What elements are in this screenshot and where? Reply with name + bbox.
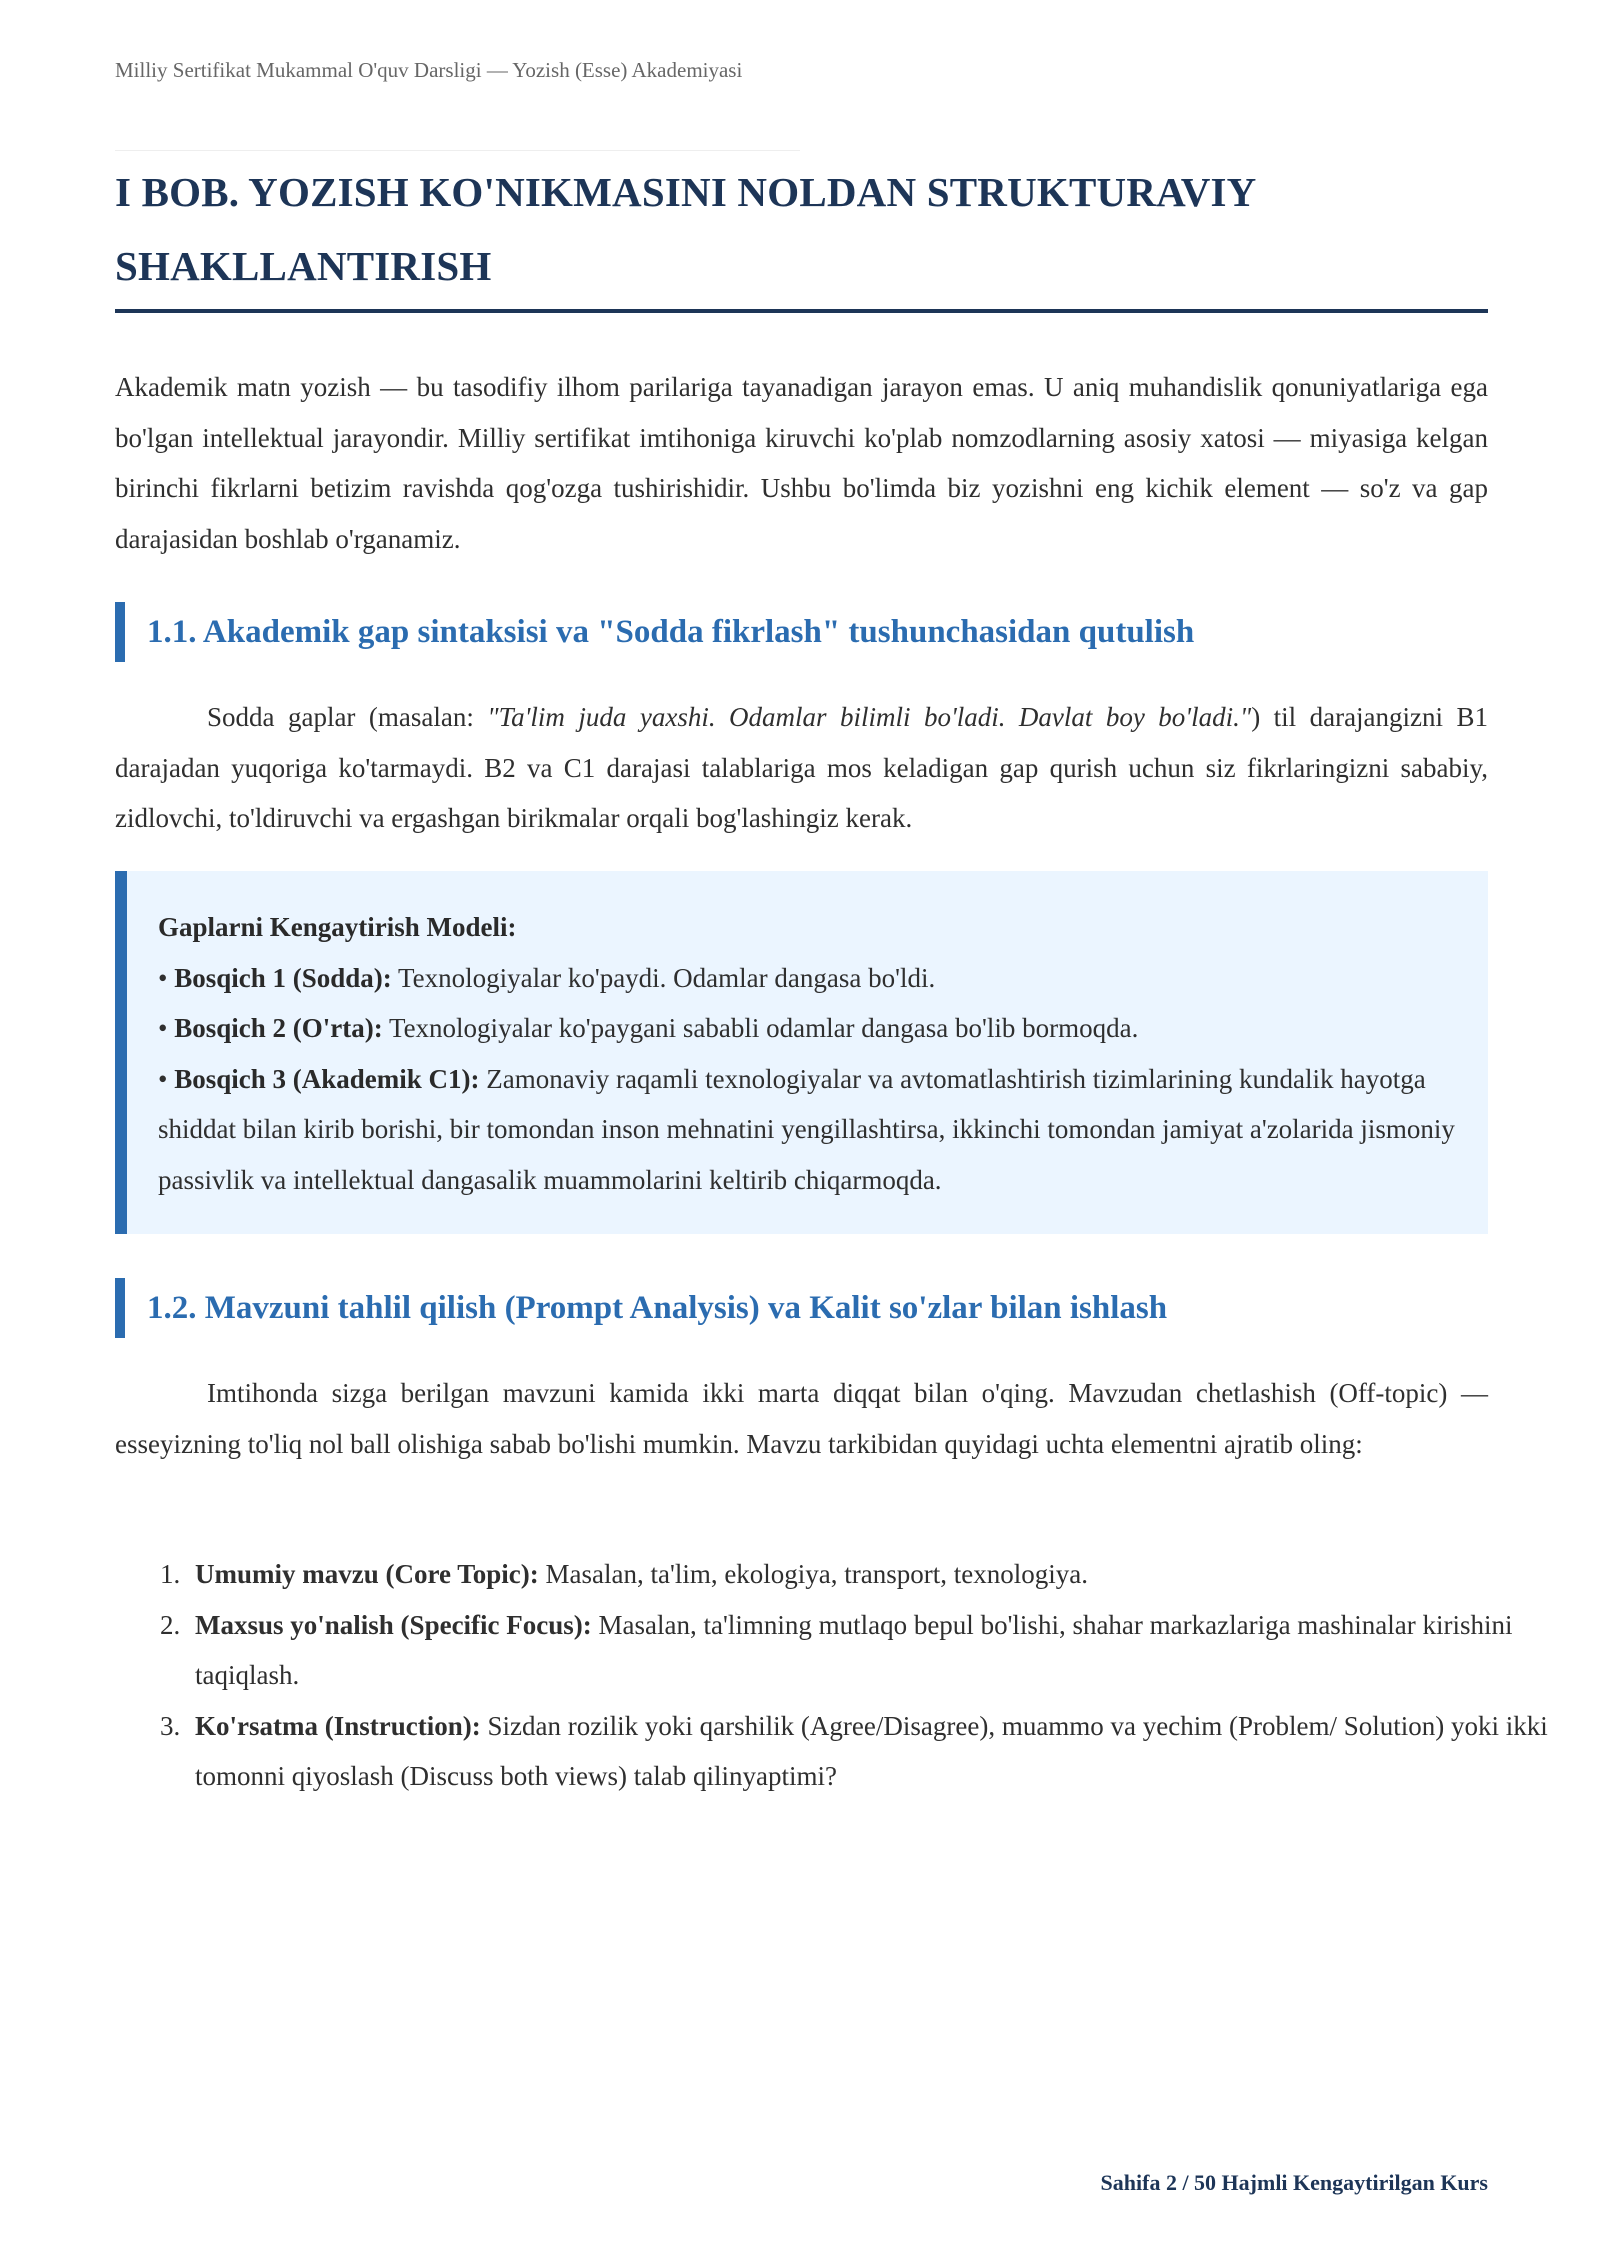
document-page (115, 0, 1548, 2262)
section1-example-quote: "Ta'lim juda yaxshi. Odamlar bilimli bo'ladi. Davlat boy bo'ladi." (487, 702, 1252, 732)
list-number: 1. (160, 1559, 181, 1589)
list-item (160, 1549, 1568, 1600)
callout-title: Gaplarni Kengaytirish Modeli: (158, 912, 517, 942)
item-label: Ko'rsatma (Instruction): (195, 1710, 481, 1741)
step-text: Zamonaviy raqamli texnologiyalar va avtomatlashtirish tizimlarining kundalik hayotga shiddat bilan kirib borishi, bir tomondan inson mehnatini yengillashtirsa, ikkinchi tomondan jamiyat a'zolarida jismoniy passivlik va intellektual dangasalik muammolarini keltirib chiqarmoqda. (158, 1063, 1455, 1195)
item-label: Maxsus yo'nalish (Specific Focus): (195, 1609, 592, 1640)
bullet-icon: • (158, 1063, 168, 1094)
list-number: 2. (160, 1609, 181, 1640)
list-number: 3. (160, 1710, 181, 1741)
step-text: Texnologiyalar ko'paygani sababli odamlar dangasa bo'lib bormoqda. (388, 1013, 1139, 1043)
section-heading-1-2: 1.2. Mavzuni tahlil qilish (Prompt Analysis) va Kalit so'zlar bilan ishlash (115, 1278, 1488, 1338)
step-label: Bosqich 1 (Sodda): (174, 962, 392, 993)
item-text: Masalan, ta'limning mutlaqo bepul bo'lishi, shahar markazlariga mashinalar kirishini taqiqlash. (195, 1609, 1513, 1690)
step-label: Bosqich 3 (Akademik C1): (174, 1063, 480, 1094)
section2-paragraph: Imtihonda sizga berilgan mavzuni kamida ikki marta diqqat bilan o'qing. Mavzudan chetlashish (Off-topic) — esseyizning to'liq nol ball olishiga sabab bo'lishi mumkin. Mavzu tarkibidan quyidagi uchta elementni ajratib oling: (115, 1378, 1488, 1459)
page-footer: Sahifa 2 / 50 Hajmli Kengaytirilgan Kurs (1100, 2170, 1488, 2195)
section1-text-start: Sodda gaplar (masalan: (207, 702, 488, 732)
list-item (160, 1701, 1568, 1802)
step-label: Bosqich 2 (O'rta): (174, 1013, 383, 1043)
bullet-icon: • (158, 962, 168, 993)
list-item (160, 1600, 1568, 1701)
prompt-elements-list (115, 1549, 1568, 1802)
section1-paragraph (115, 692, 1488, 844)
item-text: Sizdan rozilik yoki qarshilik (Agree/Disagree), muammo va yechim (Problem/ Solution) yoki ikki tomonni qiyoslash (Discuss both views) talab qilinyaptimi? (195, 1710, 1548, 1791)
item-label: Umumiy mavzu (Core Topic): (195, 1559, 539, 1589)
running-header: Milliy Sertifikat Mukammal O'quv Darsligi — Yozish (Esse) Akademiyasi (115, 58, 743, 82)
section1-text-end: ) til darajangizni B1 darajadan yuqoriga ko'tarmaydi. B2 va C1 darajasi talablariga mos keladigan gap qurish uchun siz fikrlaringizni sababiy, zidlovchi, to'ldiruvchi va ergashgan birikmalar orqali bog'lashingiz kerak. (115, 702, 1488, 833)
callout-step-2 (158, 1003, 1458, 1054)
step-text: Texnologiyalar ko'paydi. Odamlar dangasa bo'ldi. (398, 962, 936, 993)
chapter-title: I BOB. YOZISH KO'NIKMASINI NOLDAN STRUKTURAVIY SHAKLLANTIRISH (115, 169, 1255, 289)
callout-step-1 (158, 953, 1458, 1004)
item-text: Masalan, ta'lim, ekologiya, transport, texnologiya. (545, 1559, 1088, 1589)
header-divider (115, 150, 800, 151)
section-heading-1-1: 1.1. Akademik gap sintaksisi va "Sodda fikrlash" tushunchasidan qutulish (115, 602, 1488, 662)
bullet-icon: • (158, 1013, 168, 1043)
callout-step-3 (158, 1054, 1458, 1206)
chapter-intro: Akademik matn yozish — bu tasodifiy ilhom parilariga tayanadigan jarayon emas. U aniq muhandislik qonuniyatlariga ega bo'lgan intellektual jarayondir. Milliy sertifikat imtihoniga kiruvchi ko'plab nomzodlarning asosiy xatosi — miyasiga kelgan birinchi fikrlarni betizim ravishda qog'ozga tushirishidir. Ushbu bo'limda biz yozishni eng kichik element — so'z va gap darajasidan boshlab o'rganamiz. (115, 372, 1488, 554)
expansion-model-callout (115, 871, 1488, 1234)
title-divider (115, 309, 1488, 313)
